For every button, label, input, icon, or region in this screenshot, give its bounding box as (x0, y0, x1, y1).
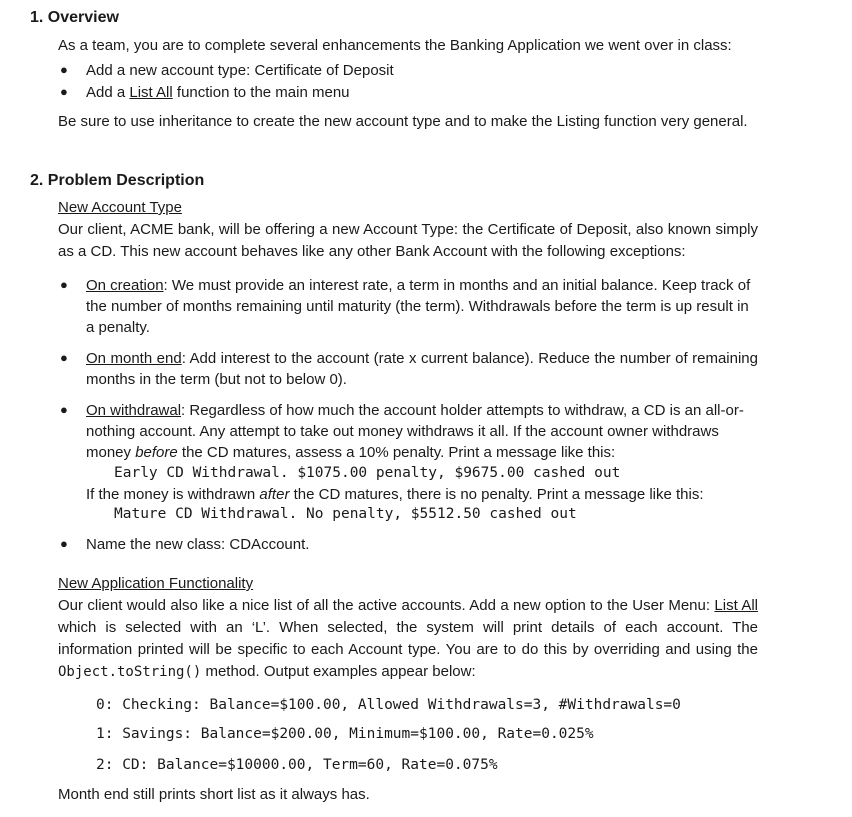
list-all-term: List All (714, 597, 758, 614)
bullet-text: Add a (86, 84, 130, 101)
withdrawal-text: If the money is withdrawn (86, 486, 260, 503)
on-month-end-text: : Add interest to the account (rate x current balance). Reduce the number of remaining months in the term (but not to below 0). (86, 350, 758, 388)
bullet-text: Add a new account type: Certificate of Deposit (86, 62, 394, 79)
overview-note: Be sure to use inheritance to create the new account type and to make the Listing function very general. (58, 113, 748, 130)
overview-bullet-1 (86, 60, 758, 81)
example-cd: 2: CD: Balance=$10000.00, Term=60, Rate=0.075% (96, 757, 498, 773)
paragraph-text: Our client would also like a nice list of all the active accounts. Add a new option to the User Menu: (58, 597, 715, 614)
withdrawal-text: the CD matures, there is no penalty. Print a message like this: (289, 486, 704, 503)
mature-withdrawal-code: Mature CD Withdrawal. No penalty, $5512.50 cashed out (114, 506, 577, 522)
list-all-term: List All (129, 84, 173, 101)
paragraph-text: which is selected with an ‘L’. When selected, the system will print details of each account. The information printed will be specific to each Account type. You are to do this by overriding and using the (58, 619, 758, 658)
after-maturity-text (86, 484, 758, 505)
example-checking: 0: Checking: Balance=$100.00, Allowed Withdrawals=3, #Withdrawals=0 (96, 697, 681, 713)
bullet-dot: ● (60, 536, 68, 551)
closing-note: Month end still prints short list as it always has. (58, 786, 370, 803)
functionality-paragraph (58, 595, 758, 683)
class-name-item: Name the new class: CDAccount. (86, 536, 310, 553)
on-withdrawal-item (86, 400, 758, 463)
bullet-dot: ● (60, 62, 68, 77)
on-withdrawal-text: : Regardless of how much the account holder attempts to withdraw, a CD is an all-or-nothing account. Any attempt to take out money withdraws it all. If the account owner withdraws money (86, 402, 744, 461)
emphasis-after: after (259, 486, 290, 503)
on-creation-item (86, 275, 758, 338)
bullet-dot: ● (60, 402, 68, 417)
example-savings: 1: Savings: Balance=$200.00, Minimum=$100.00, Rate=0.025% (96, 726, 594, 742)
on-month-end-item (86, 348, 758, 390)
on-withdrawal-label: On withdrawal (86, 402, 182, 419)
on-month-end-label: On month end (86, 350, 182, 367)
bullet-dot: ● (60, 277, 68, 292)
new-account-type-subheading: New Account Type (58, 199, 182, 216)
new-functionality-subheading: New Application Functionality (58, 575, 254, 592)
on-withdrawal-text: the CD matures, assess a 10% penalty. Print a message like this: (177, 444, 616, 461)
on-creation-text: : We must provide an interest rate, a term in months and an initial balance. Keep track of the number of months remaining until maturity (the term). Withdrawals before the term is up result in a penalty. (86, 277, 751, 336)
bullet-text: function to the main menu (172, 84, 350, 101)
overview-intro: As a team, you are to complete several enhancements the Banking Application we went over in class: (58, 37, 732, 54)
early-withdrawal-code: Early CD Withdrawal. $1075.00 penalty, $9675.00 cashed out (114, 465, 621, 481)
emphasis-before: before (135, 444, 178, 461)
paragraph-text: method. Output examples appear below: (201, 663, 476, 680)
section-1-heading: 1. Overview (30, 9, 119, 26)
section-2-heading: 2. Problem Description (30, 172, 205, 189)
on-creation-label: On creation (86, 277, 164, 294)
overview-bullet-2 (86, 82, 758, 103)
bullet-dot: ● (60, 84, 68, 99)
bullet-dot: ● (60, 350, 68, 365)
tostring-code: Object.toString() (58, 664, 202, 680)
cd-intro-paragraph: Our client, ACME bank, will be offering a new Account Type: the Certificate of Deposit, also known simply as a CD. This new account behaves like any other Bank Account with the following exceptions: (58, 221, 758, 260)
